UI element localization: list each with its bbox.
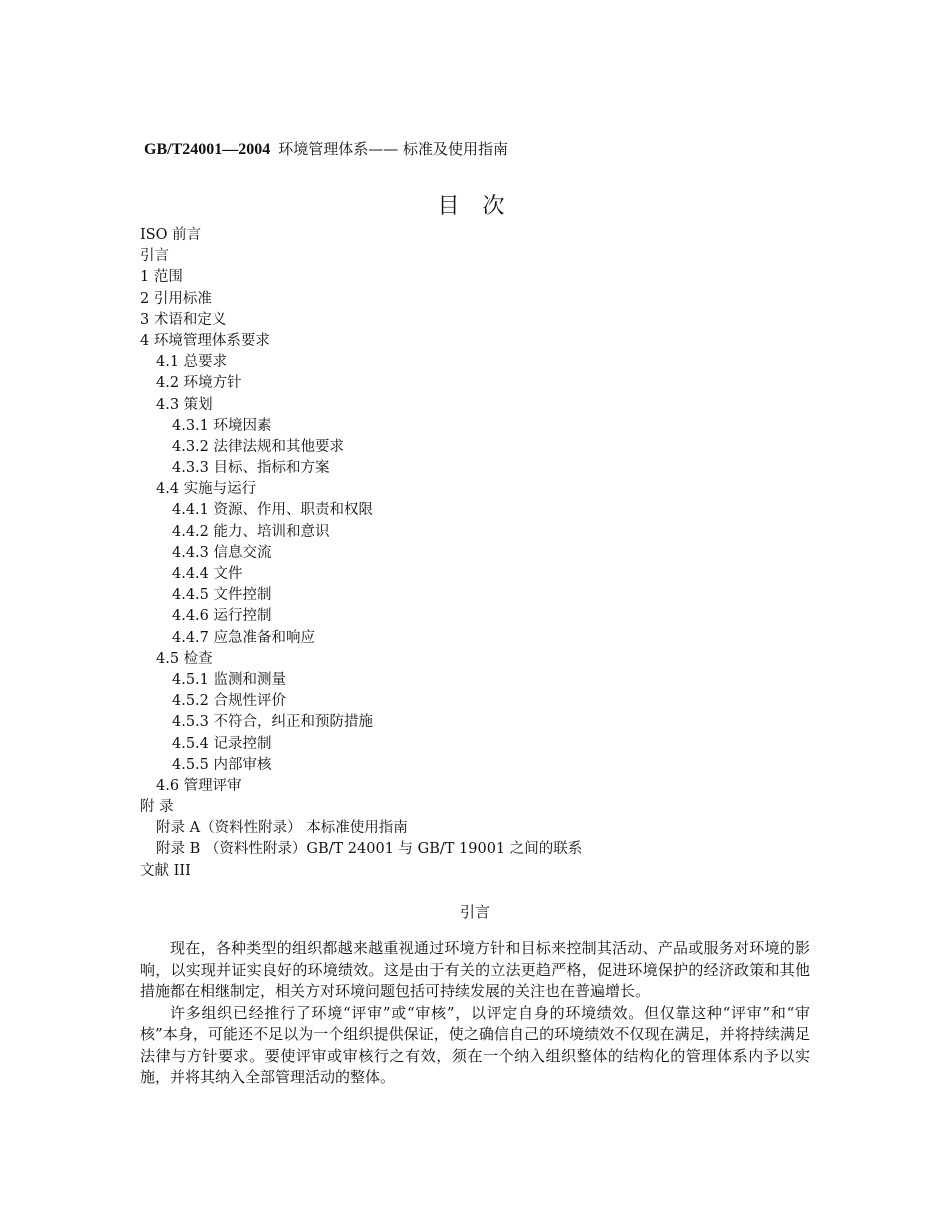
toc-entry[interactable]: 4.4.1 资源、作用、职责和权限: [172, 502, 374, 519]
toc-entry[interactable]: 2 引用标准: [140, 290, 212, 307]
toc-entry[interactable]: 附录 A（资料性附录） 本标准使用指南: [156, 820, 408, 837]
toc-entry[interactable]: 4.3.1 环境因素: [172, 417, 272, 434]
toc-entry[interactable]: 4.4.2 能力、培训和意识: [172, 523, 330, 540]
intro-paragraph: 许多组织已经推行了环境“评审”或“审核”，以评定自身的环境绩效。但仅靠这种“评审”和“审核”本身，可能还不足以为一个组织提供保证，使之确信自己的环境绩效不仅现在满足，并将持续满足法律与方针要求。要使评审或审核行之有效，须在一个纳入组织整体的结构化的管理体系内予以实施，并将其纳入全部管理活动的整体。: [140, 1003, 810, 1086]
toc-entry[interactable]: 4.4.5 文件控制: [172, 587, 272, 604]
standard-code: GB/T24001—2004: [144, 141, 271, 158]
toc-entry[interactable]: 附 录: [140, 799, 174, 816]
toc-title: 目 次: [437, 194, 513, 219]
toc-entry[interactable]: 4.5.5 内部审核: [172, 756, 272, 773]
toc-entry[interactable]: 4.2 环境方针: [156, 375, 242, 392]
toc-entry[interactable]: 4.3 策划: [156, 396, 213, 413]
toc-entry[interactable]: 4.4.3 信息交流: [172, 544, 272, 561]
intro-paragraph: 现在，各种类型的组织都越来越重视通过环境方针和目标来控制其活动、产品或服务对环境的影响，以实现并证实良好的环境绩效。这是由于有关的立法更趋严格，促进环境保护的经济政策和其他措施都在相继制定，相关方对环境问题包括可持续发展的关注也在普遍增长。: [140, 939, 810, 1000]
toc-entry[interactable]: 引言: [140, 248, 169, 265]
toc-entry[interactable]: 4.6 管理评审: [156, 777, 242, 794]
standard-title: 环境管理体系—— 标准及使用指南: [278, 140, 509, 158]
table-of-contents: [140, 225, 582, 882]
toc-entry[interactable]: 文献 III: [140, 862, 191, 879]
toc-entry[interactable]: 3 术语和定义: [140, 311, 227, 328]
toc-entry[interactable]: 4.5 检查: [156, 650, 213, 667]
toc-entry[interactable]: 4.4 实施与运行: [156, 481, 257, 498]
toc-entry[interactable]: 4.5.4 记录控制: [172, 735, 272, 752]
toc-entry[interactable]: 4.4.6 运行控制: [172, 608, 272, 625]
toc-entry[interactable]: 4.4.7 应急准备和响应: [172, 629, 316, 646]
toc-entry[interactable]: 4.3.3 目标、指标和方案: [172, 460, 330, 477]
toc-entry[interactable]: 4 环境管理体系要求: [140, 332, 270, 349]
toc-entry[interactable]: 4.5.3 不符合，纠正和预防措施: [172, 714, 374, 731]
toc-entry[interactable]: 4.1 总要求: [156, 354, 228, 371]
intro-heading: 引言: [459, 903, 490, 921]
toc-entry[interactable]: 1 范围: [140, 269, 183, 286]
document-header: [144, 139, 508, 160]
intro-body: [140, 938, 810, 1089]
toc-entry[interactable]: 4.4.4 文件: [172, 566, 243, 582]
toc-entry[interactable]: 附录 B （资料性附录）GB/T 24001 与 GB/T 19001 之间的联系: [156, 841, 583, 858]
toc-entry[interactable]: 4.5.2 合规性评价: [172, 693, 287, 710]
toc-entry[interactable]: ISO 前言: [140, 227, 202, 243]
toc-entry[interactable]: 4.3.2 法律法规和其他要求: [172, 438, 345, 455]
toc-entry[interactable]: 4.5.1 监测和测量: [172, 671, 287, 688]
